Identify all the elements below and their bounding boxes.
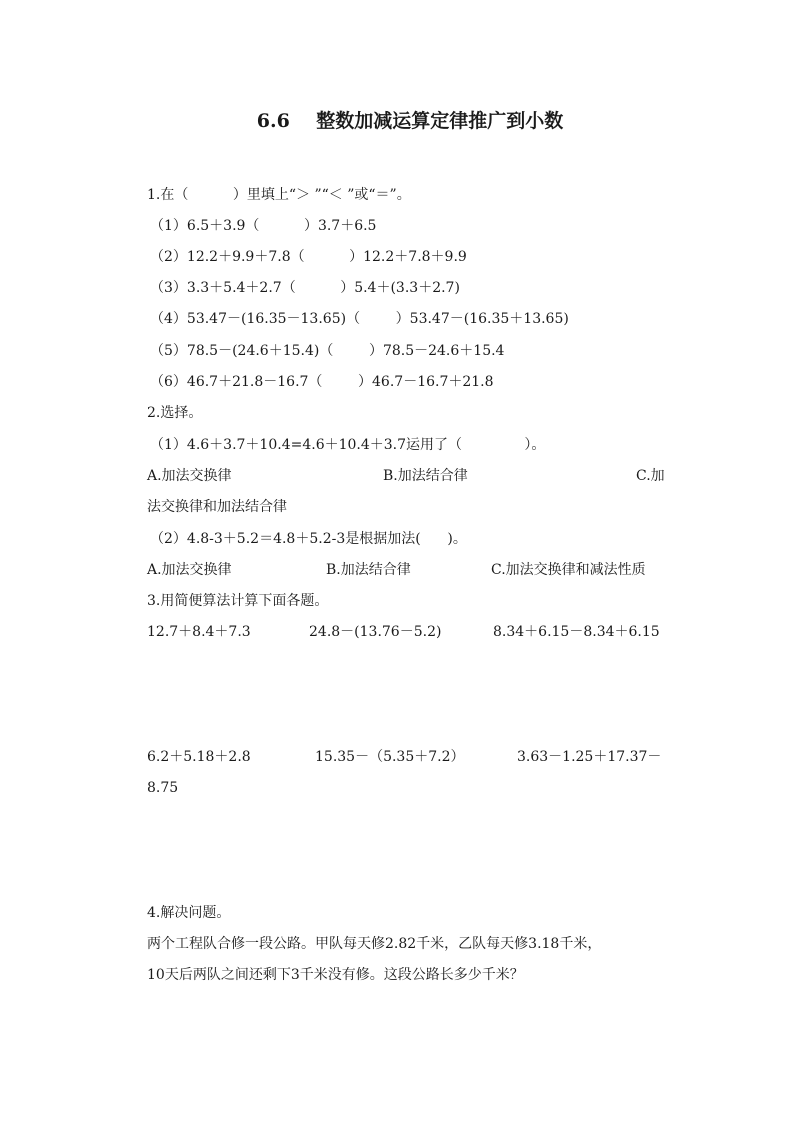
q2-item-2-option-b: B.加法结合律 xyxy=(326,562,411,578)
q1-item-6: （6）46.7＋21.8－16.7（ ）46.7－16.7＋21.8 xyxy=(150,374,494,390)
q4-problem-line-2: 10天后两队之间还剩下3千米没有修。这段公路长多少千米？ xyxy=(147,967,524,983)
q2-item-1-option-c: C.加 xyxy=(636,468,665,484)
q3-expr-2: 24.8－(13.76－5.2) xyxy=(309,624,442,640)
q3-expr-6: 3.63－1.25＋17.37－ xyxy=(517,749,662,765)
page-title: 6.6 整数加减运算定律推广到小数 xyxy=(256,110,564,132)
q4-problem-line-1: 两个工程队合修一段公路。甲队每天修2.82千米，乙队每天修3.18千米， xyxy=(147,936,602,952)
q4-heading: 4.解决问题。 xyxy=(147,905,231,921)
q2-item-1: （1）4.6＋3.7＋10.4=4.6＋10.4＋3.7运用了（ ）。 xyxy=(150,437,546,453)
q3-expr-1: 12.7＋8.4＋7.3 xyxy=(147,624,251,640)
q2-item-2-option-a: A.加法交换律 xyxy=(147,562,232,578)
q1-heading: 1.在（ ）里填上“＞ ”“＜ ”或“＝”。 xyxy=(147,187,411,203)
q1-item-5: （5）78.5－(24.6＋15.4)（ ）78.5－24.6＋15.4 xyxy=(150,343,505,359)
q1-item-2: （2）12.2＋9.9＋7.8（ ）12.2＋7.8＋9.9 xyxy=(150,249,467,265)
q2-item-1-option-b: B.加法结合律 xyxy=(383,468,468,484)
q2-item-2-option-c: C.加法交换律和减法性质 xyxy=(491,562,646,578)
q1-item-4: （4）53.47－(16.35－13.65)（ ）53.47－(16.35＋13.65) xyxy=(150,311,569,327)
q2-heading: 2.选择。 xyxy=(147,405,203,421)
q3-expr-3: 8.34＋6.15－8.34＋6.15 xyxy=(493,624,660,640)
q3-expr-4: 6.2＋5.18＋2.8 xyxy=(147,749,251,765)
q2-item-1-option-c-wrap: 法交换律和加法结合律 xyxy=(147,499,287,515)
q3-heading: 3.用简便算法计算下面各题。 xyxy=(147,593,329,609)
q1-item-1: （1）6.5＋3.9（ ）3.7＋6.5 xyxy=(150,218,377,234)
q2-item-1-option-a: A.加法交换律 xyxy=(147,468,232,484)
q1-item-3: （3）3.3＋5.4＋2.7（ ）5.4＋(3.3＋2.7) xyxy=(150,280,460,296)
q2-item-2: （2）4.8-3＋5.2＝4.8＋5.2-3是根据加法( )。 xyxy=(150,531,467,547)
q3-expr-5: 15.35－（5.35＋7.2） xyxy=(315,749,465,765)
q3-expr-6-wrap: 8.75 xyxy=(147,780,179,796)
